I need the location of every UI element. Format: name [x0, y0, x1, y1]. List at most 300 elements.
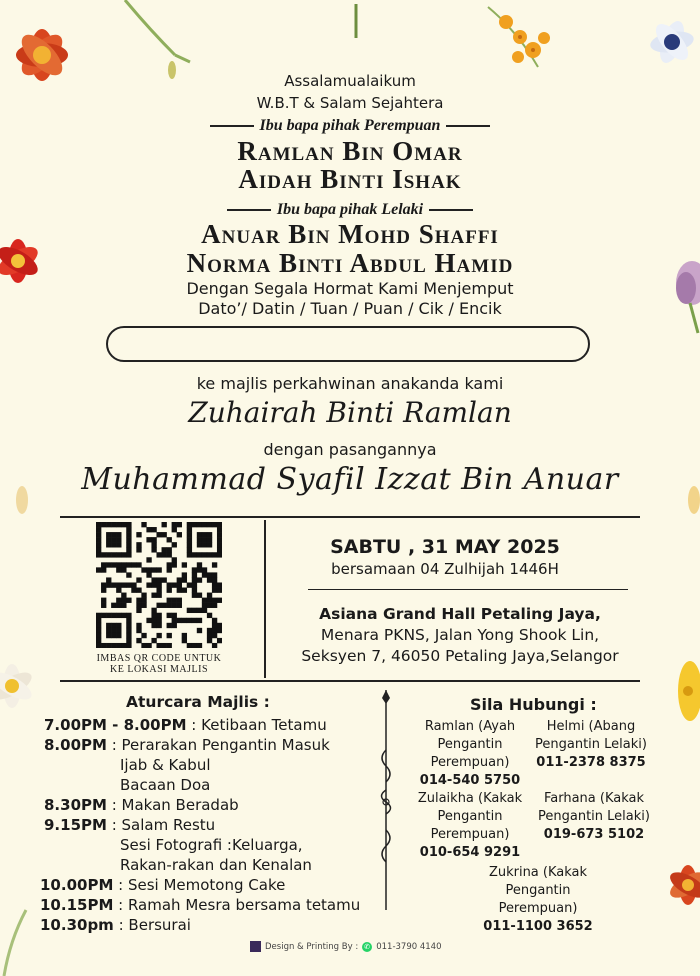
qr-module	[172, 522, 177, 527]
qr-module	[167, 603, 172, 608]
qr-module	[212, 588, 217, 593]
qr-module	[101, 562, 106, 567]
qr-module	[207, 613, 212, 618]
qr-module	[121, 522, 126, 527]
groom-parents-names	[0, 220, 700, 278]
qr-module	[172, 598, 177, 603]
qr-module	[116, 582, 121, 587]
qr-module	[162, 643, 167, 648]
qr-module	[126, 572, 131, 577]
qr-module	[172, 527, 177, 532]
qr-module	[197, 562, 202, 567]
bride-parents-names	[0, 137, 700, 193]
qr-module	[167, 582, 172, 587]
qr-module	[136, 562, 141, 567]
schedule-time: 7.00PM - 8.00PM	[44, 716, 187, 734]
flower-stem-decoration	[120, 0, 200, 80]
qr-caption-line-2: KE LOKASI MAJLIS	[110, 664, 208, 675]
groom-mother-name: Norma Binti Abdul Hamid	[186, 248, 514, 278]
schedule-time: 9.15PM	[44, 816, 107, 834]
contact-card	[532, 718, 650, 772]
bride-mother-name: Aidah Binti Ishak	[238, 164, 462, 194]
qr-module	[116, 562, 121, 567]
qr-module	[111, 603, 116, 608]
qr-module	[101, 603, 106, 608]
qr-module	[146, 572, 151, 577]
qr-module	[217, 532, 222, 537]
schedule-item	[44, 735, 384, 755]
qr-module	[111, 643, 116, 648]
qr-module	[172, 623, 177, 628]
qr-module	[197, 608, 202, 613]
qr-module	[131, 582, 136, 587]
flower-decoration-right-yellow	[672, 655, 700, 730]
qr-module	[197, 537, 202, 542]
contact-name: Zulaikha (Kakak Pengantin Perempuan)	[417, 791, 523, 842]
qr-module	[126, 552, 131, 557]
qr-module	[197, 577, 202, 582]
qr-module	[202, 572, 207, 577]
qr-module	[162, 603, 167, 608]
qr-module	[126, 562, 131, 567]
qr-module	[96, 547, 101, 552]
qr-module	[217, 588, 222, 593]
schedule-title: Aturcara Majlis :	[126, 693, 270, 711]
qr-module	[141, 598, 146, 603]
schedule-separator: :	[186, 716, 202, 734]
schedule-activity: Bersurai	[128, 916, 191, 934]
qr-module	[151, 577, 156, 582]
contact-phone[interactable]: 011-1100 3652	[483, 919, 593, 934]
qr-module	[101, 567, 106, 572]
qr-module	[126, 532, 131, 537]
qr-module	[156, 603, 161, 608]
qr-module	[111, 628, 116, 633]
bride-parents-heading: Ibu bapa pihak Perempuan	[259, 117, 441, 134]
bride-parents-heading-row	[0, 115, 700, 135]
divider	[429, 209, 473, 211]
qr-module	[207, 522, 212, 527]
qr-module	[217, 537, 222, 542]
qr-module	[156, 633, 161, 638]
qr-module	[116, 588, 121, 593]
schedule-activity: Bacaan Doa	[120, 776, 211, 794]
section-divider-vertical	[264, 520, 266, 678]
qr-module	[187, 547, 192, 552]
qr-module	[126, 537, 131, 542]
flower-decoration-left-white	[0, 648, 32, 728]
footer-credit	[250, 941, 441, 952]
qr-module	[187, 618, 192, 623]
qr-module	[146, 582, 151, 587]
qr-module	[151, 567, 156, 572]
qr-module	[151, 618, 156, 623]
section-divider-bottom	[60, 680, 640, 682]
qr-module	[96, 527, 101, 532]
qr-module	[156, 623, 161, 628]
qr-module	[146, 567, 151, 572]
qr-module	[177, 522, 182, 527]
qr-module	[182, 562, 187, 567]
ceremony-intro: ke majlis perkahwinan anakanda kami	[196, 374, 504, 393]
qr-module	[116, 623, 121, 628]
qr-module	[101, 522, 106, 527]
qr-module	[136, 588, 141, 593]
qr-module	[116, 643, 121, 648]
qr-module	[116, 613, 121, 618]
contact-phone[interactable]: 010-654 9291	[419, 845, 521, 860]
qr-module	[146, 537, 151, 542]
qr-module	[116, 603, 121, 608]
qr-module	[217, 628, 222, 633]
flower-decoration-bottom-right	[668, 850, 700, 920]
qr-module	[121, 552, 126, 557]
qr-module	[126, 613, 131, 618]
qr-module	[96, 643, 101, 648]
qr-module	[111, 552, 116, 557]
contact-phone[interactable]: 014-540 5750	[419, 773, 521, 788]
qr-module	[156, 582, 161, 587]
schedule-time: 8.00PM	[44, 736, 107, 754]
qr-module	[172, 603, 177, 608]
qr-module	[126, 618, 131, 623]
qr-module	[126, 633, 131, 638]
qr-module	[96, 552, 101, 557]
qr-module	[96, 633, 101, 638]
leaf-decoration-bottom-left	[0, 905, 30, 976]
qr-module	[177, 532, 182, 537]
qr-module	[197, 643, 202, 648]
qr-module	[177, 603, 182, 608]
contact-phone[interactable]: 019-673 5102	[543, 827, 645, 842]
greeting	[0, 70, 700, 114]
venue-name: Asiana Grand Hall Petaling Jaya,	[319, 605, 601, 623]
qr-module	[172, 557, 177, 562]
greeting-line-1: Assalamualaikum	[284, 72, 416, 90]
ornamental-divider	[376, 690, 396, 910]
qr-module	[136, 623, 141, 628]
qr-module	[116, 567, 121, 572]
contact-name: Ramlan (Ayah Pengantin Perempuan)	[424, 719, 516, 770]
groom-parents-heading: Ibu bapa pihak Lelaki	[276, 201, 424, 218]
contact-phone[interactable]: 011-2378 8375	[536, 755, 646, 770]
schedule-item	[44, 775, 384, 795]
event-divider	[308, 589, 628, 590]
qr-module	[177, 577, 182, 582]
qr-module	[151, 608, 156, 613]
qr-module	[172, 613, 177, 618]
contact-card	[408, 790, 532, 862]
qr-module	[121, 593, 126, 598]
qr-module	[126, 598, 131, 603]
qr-module	[187, 608, 192, 613]
qr-module	[101, 552, 106, 557]
invite-line-1: Dengan Segala Hormat Kami Menjemput	[186, 279, 514, 298]
qr-module	[197, 618, 202, 623]
qr-module	[207, 537, 212, 542]
qr-module	[207, 628, 212, 633]
qr-module	[212, 603, 217, 608]
qr-module	[192, 572, 197, 577]
qr-module	[156, 577, 161, 582]
schedule-activity: Ijab & Kabul	[120, 756, 211, 774]
qr-module	[167, 613, 172, 618]
qr-module	[151, 582, 156, 587]
qr-module	[207, 633, 212, 638]
qr-module	[111, 613, 116, 618]
flower-decoration-top-center	[350, 4, 362, 38]
qr-module	[217, 598, 222, 603]
qr-caption-line-1: IMBAS QR CODE UNTUK	[96, 653, 222, 664]
qr-module	[177, 582, 182, 587]
qr-module	[116, 537, 121, 542]
qr-module	[136, 608, 141, 613]
schedule-separator: :	[106, 736, 122, 754]
qr-module	[126, 623, 131, 628]
guest-name-box[interactable]	[106, 326, 590, 362]
qr-module	[192, 577, 197, 582]
qr-module	[217, 582, 222, 587]
qr-module	[187, 527, 192, 532]
divider	[227, 209, 271, 211]
qr-module	[212, 562, 217, 567]
qr-module	[187, 552, 192, 557]
qr-module	[121, 562, 126, 567]
qr-module	[202, 532, 207, 537]
qr-module	[197, 532, 202, 537]
groom-name: Muhammad Syafil Izzat Bin Anuar	[81, 462, 619, 497]
qr-module	[217, 552, 222, 557]
qr-module	[192, 593, 197, 598]
qr-module	[151, 593, 156, 598]
qr-module	[192, 643, 197, 648]
qr-module	[111, 623, 116, 628]
qr-module	[121, 582, 126, 587]
contact-card	[412, 718, 528, 790]
schedule-separator: :	[106, 796, 122, 814]
qr-module	[207, 572, 212, 577]
qr-module	[192, 567, 197, 572]
qr-module	[207, 542, 212, 547]
qr-module	[187, 537, 192, 542]
qr-module	[192, 588, 197, 593]
qr-module	[131, 562, 136, 567]
qr-module	[96, 618, 101, 623]
qr-module	[212, 522, 217, 527]
qr-module	[106, 522, 111, 527]
qr-module	[121, 598, 126, 603]
qr-module	[172, 562, 177, 567]
qr-module	[116, 598, 121, 603]
qr-module	[197, 522, 202, 527]
qr-module	[202, 567, 207, 572]
qr-module	[197, 552, 202, 557]
bride-name: Zuhairah Binti Ramlan	[188, 396, 512, 429]
qr-module	[217, 547, 222, 552]
qr-module	[126, 638, 131, 643]
qr-module	[187, 582, 192, 587]
qr-module	[111, 562, 116, 567]
qr-module	[96, 522, 101, 527]
qr-code[interactable]	[96, 522, 222, 648]
qr-module	[106, 532, 111, 537]
qr-module	[167, 633, 172, 638]
schedule-separator: :	[106, 816, 122, 834]
schedule-activity: Sesi Memotong Cake	[127, 876, 286, 894]
schedule-separator: :	[113, 916, 129, 934]
venue-address-line-2: Seksyen 7, 46050 Petaling Jaya,Selangor	[301, 647, 619, 665]
qr-module	[111, 522, 116, 527]
qr-module	[192, 608, 197, 613]
qr-module	[172, 542, 177, 547]
qr-module	[151, 623, 156, 628]
qr-module	[156, 567, 161, 572]
qr-module	[156, 588, 161, 593]
qr-module	[202, 598, 207, 603]
qr-module	[217, 623, 222, 628]
qr-module	[182, 588, 187, 593]
qr-module	[106, 542, 111, 547]
schedule-time: 10.00PM	[40, 876, 114, 894]
qr-module	[192, 618, 197, 623]
qr-module	[182, 572, 187, 577]
qr-module	[207, 532, 212, 537]
qr-module	[96, 638, 101, 643]
qr-module	[116, 633, 121, 638]
qr-module	[212, 572, 217, 577]
qr-module	[126, 522, 131, 527]
qr-module	[207, 577, 212, 582]
schedule-item	[44, 855, 384, 875]
qr-module	[116, 552, 121, 557]
schedule-item	[40, 895, 384, 915]
qr-module	[111, 633, 116, 638]
schedule-item	[44, 795, 384, 815]
schedule-item	[44, 715, 384, 735]
schedule-item	[44, 755, 384, 775]
contact-name: Helmi (Abang Pengantin Lelaki)	[535, 719, 647, 752]
groom-father-name: Anuar Bin Mohd Shaffi	[201, 219, 499, 249]
qr-module	[96, 613, 101, 618]
qr-module	[212, 643, 217, 648]
qr-module	[212, 598, 217, 603]
divider	[446, 125, 490, 127]
qr-module	[187, 532, 192, 537]
qr-module	[217, 542, 222, 547]
qr-module	[197, 567, 202, 572]
qr-module	[207, 593, 212, 598]
qr-module	[121, 567, 126, 572]
qr-module	[96, 532, 101, 537]
qr-module	[131, 588, 136, 593]
qr-module	[146, 527, 151, 532]
schedule-time: 10.30pm	[40, 916, 114, 934]
contact-card	[478, 864, 598, 936]
qr-module	[151, 542, 156, 547]
qr-module	[106, 562, 111, 567]
qr-module	[177, 598, 182, 603]
invite-line-2: Dato’/ Datin / Tuan / Puan / Cik / Encik	[198, 299, 502, 318]
qr-module	[106, 613, 111, 618]
schedule-time: 8.30PM	[44, 796, 107, 814]
qr-caption	[84, 653, 234, 675]
qr-module	[167, 562, 172, 567]
qr-module	[136, 638, 141, 643]
qr-module	[121, 643, 126, 648]
qr-module	[101, 613, 106, 618]
qr-module	[141, 522, 146, 527]
qr-module	[192, 582, 197, 587]
qr-module	[207, 603, 212, 608]
qr-module	[207, 552, 212, 557]
qr-module	[162, 552, 167, 557]
qr-module	[167, 598, 172, 603]
qr-module	[151, 638, 156, 643]
qr-module	[187, 522, 192, 527]
footer-phone[interactable]: 011-3790 4140	[376, 941, 442, 952]
qr-module	[126, 527, 131, 532]
qr-module	[146, 618, 151, 623]
qr-module	[111, 542, 116, 547]
qr-module	[182, 633, 187, 638]
qr-module	[136, 542, 141, 547]
qr-module	[212, 618, 217, 623]
qr-module	[202, 608, 207, 613]
qr-module	[197, 628, 202, 633]
qr-module	[212, 633, 217, 638]
qr-module	[151, 527, 156, 532]
qr-module	[187, 542, 192, 547]
qr-module	[167, 643, 172, 648]
qr-module	[167, 588, 172, 593]
schedule-separator: :	[113, 876, 128, 894]
qr-module	[101, 643, 106, 648]
qr-module	[192, 552, 197, 557]
qr-module	[96, 567, 101, 572]
schedule-activity: Makan Beradab	[121, 796, 239, 814]
event-date-block	[270, 535, 620, 579]
qr-module	[106, 643, 111, 648]
event-date: SABTU , 31 MAY 2025	[330, 536, 560, 558]
schedule-time: 10.15PM	[40, 896, 114, 914]
qr-module	[156, 552, 161, 557]
qr-module	[167, 552, 172, 557]
event-venue-block	[270, 604, 650, 667]
qr-module	[96, 542, 101, 547]
qr-module	[126, 628, 131, 633]
qr-module	[101, 598, 106, 603]
qr-module	[141, 633, 146, 638]
qr-module	[116, 532, 121, 537]
qr-module	[217, 522, 222, 527]
schedule-activity: Ramah Mesra bersama tetamu	[127, 896, 361, 914]
qr-module	[207, 638, 212, 643]
qr-module	[101, 582, 106, 587]
qr-module	[116, 542, 121, 547]
whatsapp-icon: ✆	[362, 942, 372, 952]
qr-module	[212, 577, 217, 582]
qr-module	[156, 532, 161, 537]
designer-logo-icon	[250, 941, 261, 952]
qr-module	[151, 537, 156, 542]
qr-module	[182, 638, 187, 643]
schedule-item	[44, 835, 384, 855]
qr-module	[167, 547, 172, 552]
qr-module	[172, 582, 177, 587]
section-divider-top	[60, 516, 640, 518]
qr-module	[111, 532, 116, 537]
contacts-title: Sila Hubungi :	[470, 695, 597, 714]
